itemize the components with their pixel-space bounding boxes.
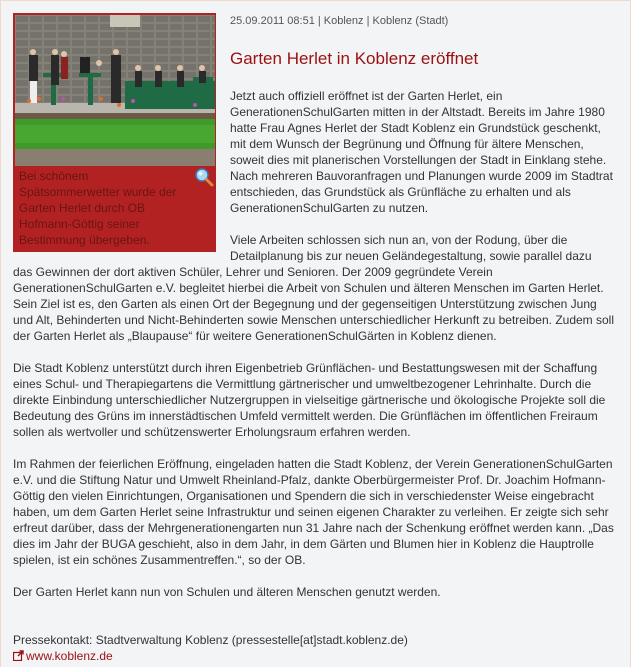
article-meta: 25.09.2011 08:51 | Koblenz | Koblenz (Stadt)	[230, 15, 449, 27]
article-title: Garten Herlet in Koblenz eröffnet	[230, 49, 479, 68]
image-caption: Bei schönem Spätsommerwetter wurde der Garten Herlet durch OB Hofmann-Göttig seiner Bestimmung übergeben.	[19, 169, 177, 247]
website-link-label: www.koblenz.de	[26, 649, 113, 663]
paragraph: Im Rahmen der feierlichen Eröffnung, eingeladen hatten die Stadt Koblenz, der Verein GenerationenSchulGarten e.V. und die Stiftung Natur und Umwelt Rheinland-Pfalz, dankte Oberbürgermeister Prof. Dr. Joachim Hofmann-Göttig den vielen Einrichtungen, Organisationen und Spendern die sich in verschiedenster Weise eingebracht haben, um dem Garten Herlet seine Infrastruktur und seinen eigenen Charakter zu verleihen. Er zeigte sich sehr erfreut darüber, dass der Mehrgenerationengarten nun 31 Jahre nach der Schenkung eröffnet werden kann. „Das dies im Jahr der BUGA geschieht, also in dem Jahr, in dem Gärten und Blumen hier in Koblenz die Hauptrolle spielen, ist ein schönes Zusammentreffen.“, so der OB.	[13, 457, 614, 567]
press-contact-block	[13, 632, 408, 664]
website-link[interactable]	[13, 649, 113, 663]
paragraph: Jetzt auch offiziell eröffnet ist der Garten Herlet, ein GenerationenSchulGarten mitten in der Altstadt. Bereits im Jahre 1980 hatte Frau Agnes Herlet der Stadt Koblenz ein Grundstück geschenkt, mit dem Wunsch der Begrünung und Öffnung für ältere Menschen, soweit dies mit planerischen Vorstellungen der Stadt in Einklang stehe. Nach mehreren Bauvoranfragen und Planungen wurde 2009 im Stadtrat entschieden, das Grundstück als Grünfläche zu erhalten und als GenerationenSchulGarten zu nutzen.	[230, 89, 613, 215]
paragraph: Die Stadt Koblenz unterstützt durch ihren Eigenbetrieb Grünflächen- und Bestattungswesen mit der Schaffung eines Schul- und Therapiegartens die Vermittlung gärtnerischer und umweltbezogener Lehrinhalte. Durch die direkte Einbindung unterschiedlicher Nutzergruppen in vielseitige gärtnerische und ökologische Projekte soll die Bedeutung des Grüns im innerstädtischen Umfeld vermittelt werden. Die Grünflächen im öffentlichen Freiraum sollen als wertvoller und schützenswerter Erholungsraum erfahren werden.	[13, 361, 606, 439]
paragraph: das Gewinnen der dort aktiven Schüler, Lehrer und Senioren. Der 2009 gegründete Verein GenerationenSchulGarten e.V. begleitet hierbei die Arbeit von Schulen und älteren Menschen im Garten Herlet. Sein Ziel ist es, den Garten als einen Ort der Begegnung und der gegenseitigen Unterstützung zwischen Jung und Alt, Behinderten und Nicht-Behinderten sowie Menschen unterschiedlicher Herkunft zu betreiben. Zudem soll der Garten Herlet als „Blaupause“ für weitere GenerationenSchulGärten in Koblenz dienen.	[13, 265, 615, 343]
article-body	[13, 88, 619, 616]
external-link-icon	[13, 649, 24, 660]
press-contact: Pressekontakt: Stadtverwaltung Koblenz (pressestelle[at]stadt.koblenz.de)	[13, 633, 408, 647]
paragraph: Der Garten Herlet kann nun von Schulen und älteren Menschen genutzt werden.	[13, 585, 441, 599]
paragraph-start: Viele Arbeiten schlossen sich nun an, von der Rodung, über die Detailplanung bis zur neuen Geländegestaltung, sowie parallel dazu	[230, 233, 592, 263]
